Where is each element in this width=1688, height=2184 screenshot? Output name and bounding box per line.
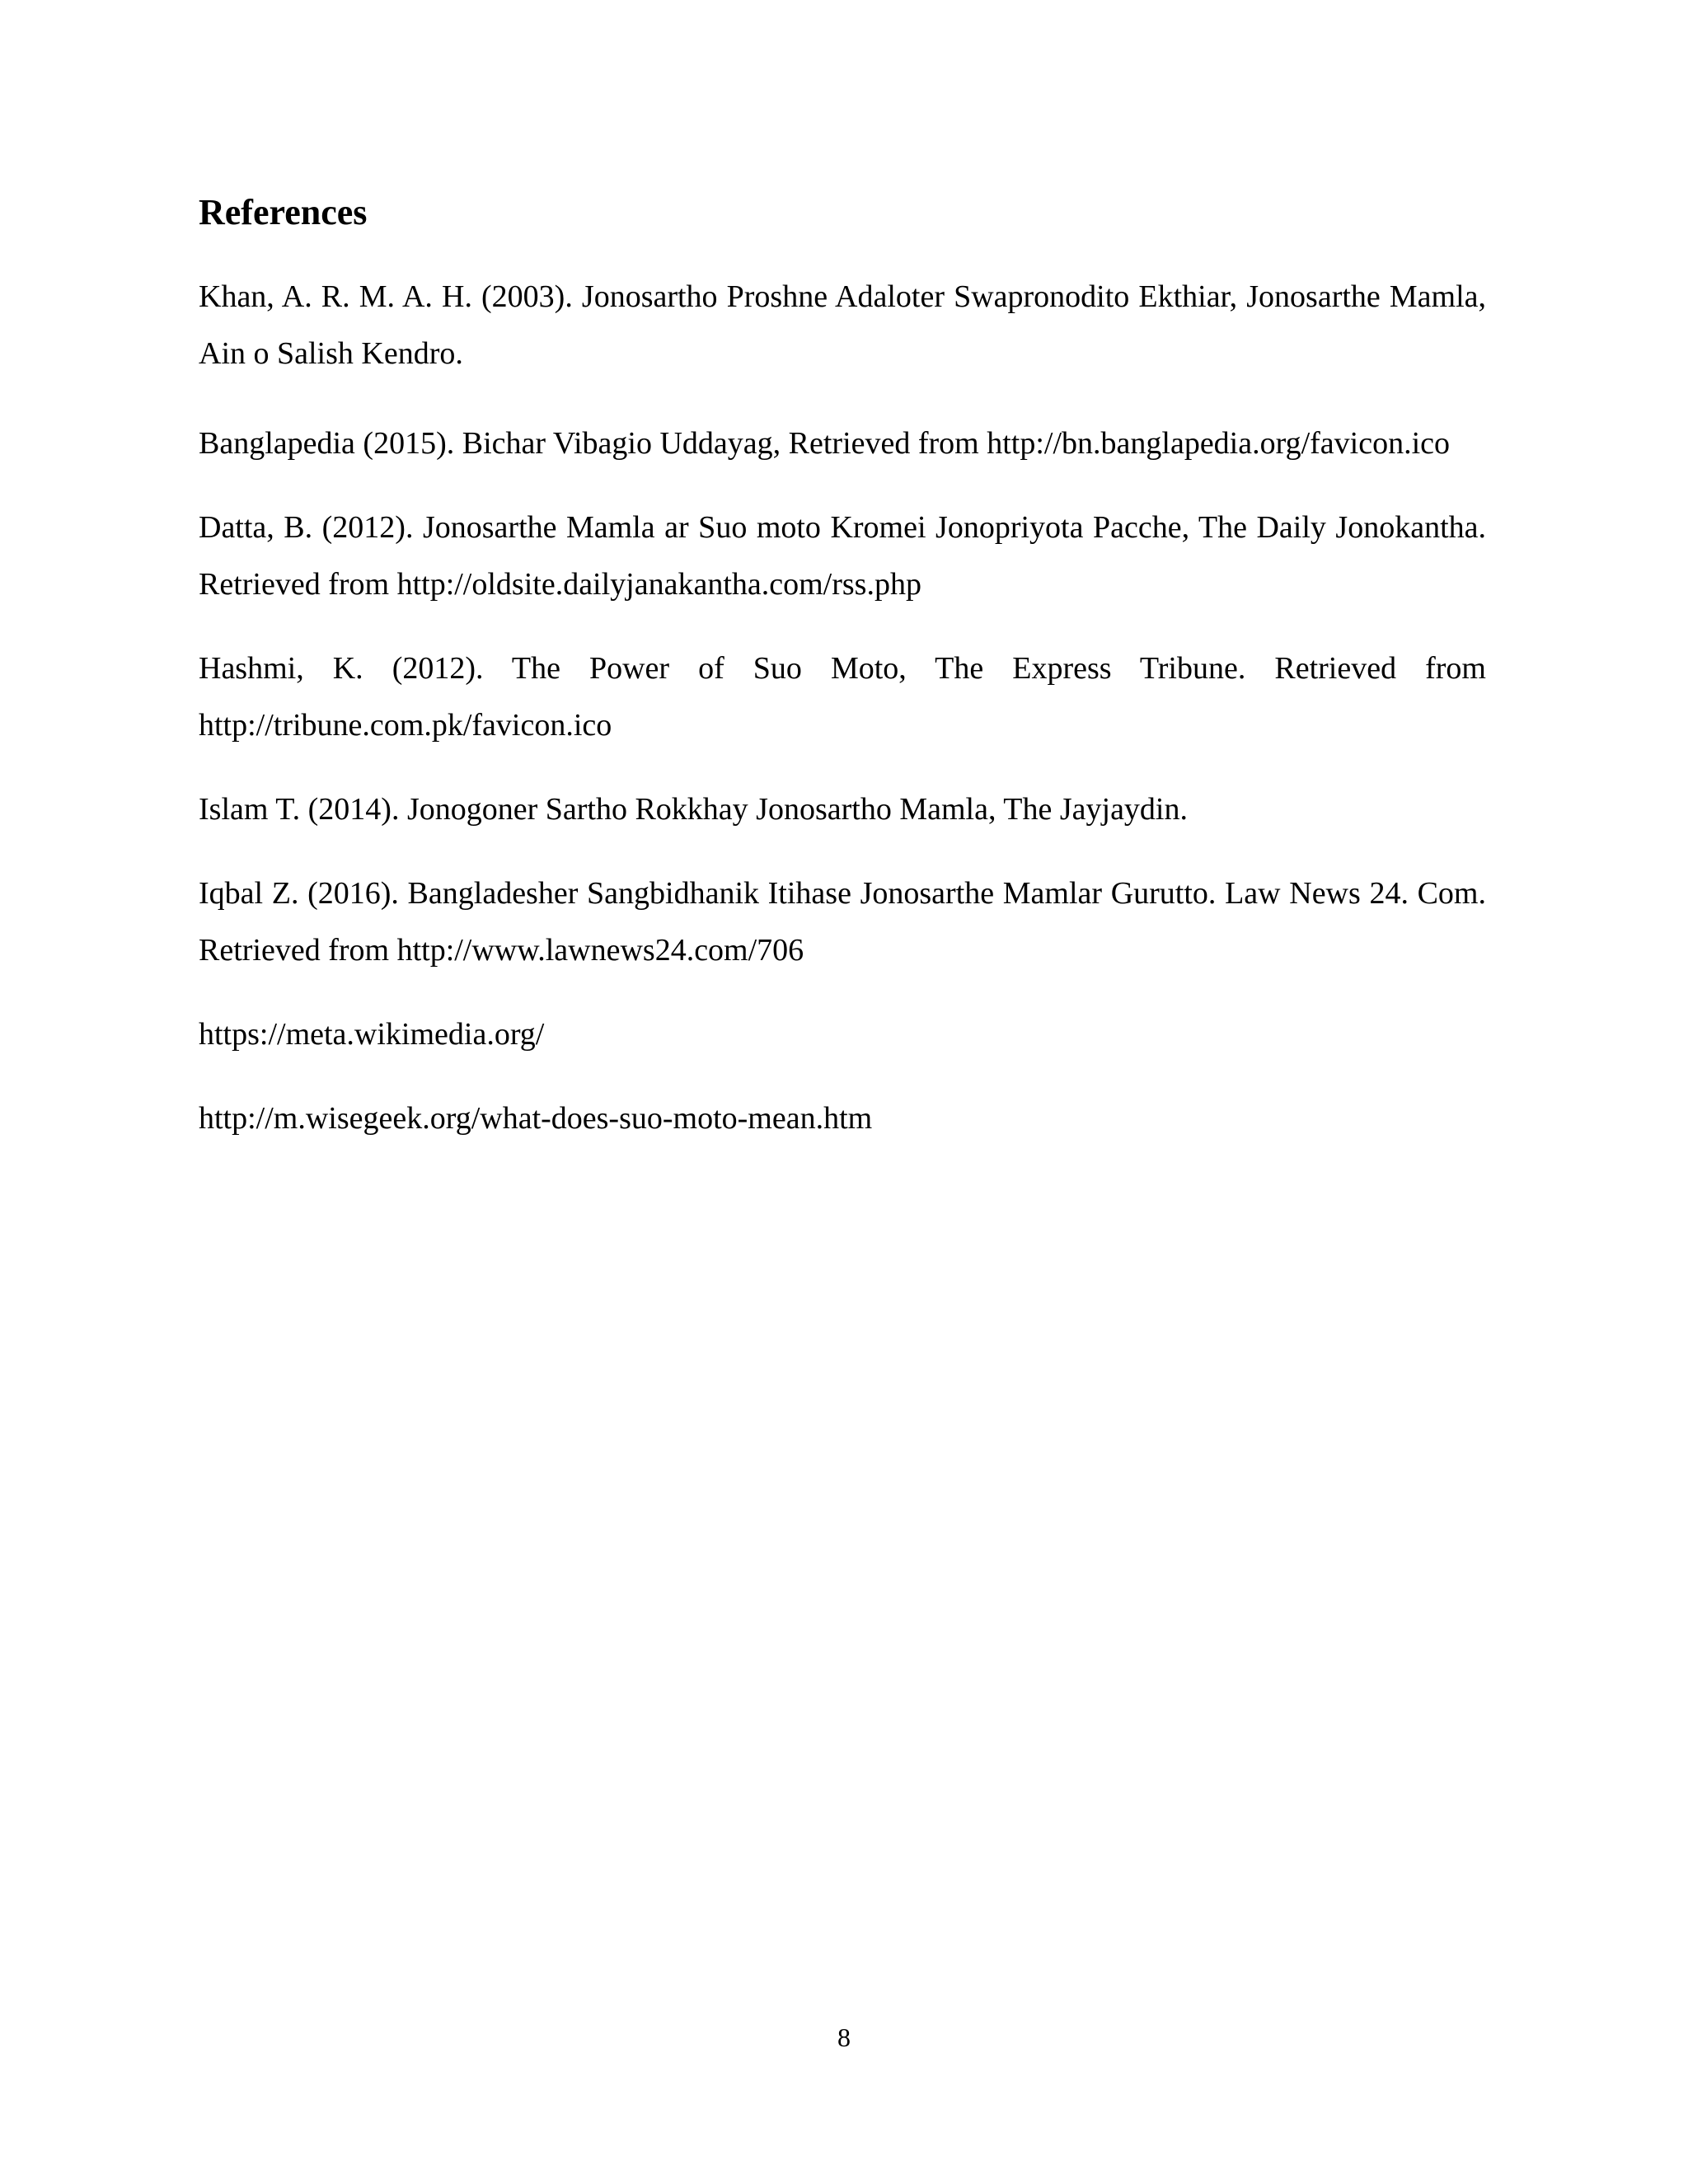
reference-entry: Islam T. (2014). Jonogoner Sartho Rokkhay Jonosartho Mamla, The Jayjaydin. xyxy=(199,792,1188,827)
references-section xyxy=(199,188,1486,1174)
reference-entry: https://meta.wikimedia.org/ xyxy=(199,1017,545,1052)
references-heading: References xyxy=(199,192,368,232)
reference-entry: Iqbal Z. (2016). Bangladesher Sangbidhanik Itihase Jonosarthe Mamlar Gurutto. Law News 24. Com. Retrieved from http://www.lawnews24.com/706 xyxy=(199,876,1486,968)
reference-entry: Banglapedia (2015). Bichar Vibagio Uddayag, Retrieved from http://bn.banglapedia.org/favicon.ico xyxy=(199,426,1450,461)
page-number: 8 xyxy=(837,2022,851,2052)
reference-entry: http://m.wisegeek.org/what-does-suo-moto-mean.htm xyxy=(199,1101,873,1136)
reference-entry: Khan, A. R. M. A. H. (2003). Jonosartho Proshne Adaloter Swapronodito Ekthiar, Jonosarthe Mamla, Ain o Salish Kendro. xyxy=(199,279,1486,371)
reference-entry: Datta, B. (2012). Jonosarthe Mamla ar Suo moto Kromei Jonopriyota Pacche, The Daily Jonokantha. Retrieved from http://oldsite.dailyjanakantha.com/rss.php xyxy=(199,510,1486,602)
reference-entry: Hashmi, K. (2012). The Power of Suo Moto, The Express Tribune. Retrieved from http://tribune.com.pk/favicon.ico xyxy=(199,651,1486,743)
